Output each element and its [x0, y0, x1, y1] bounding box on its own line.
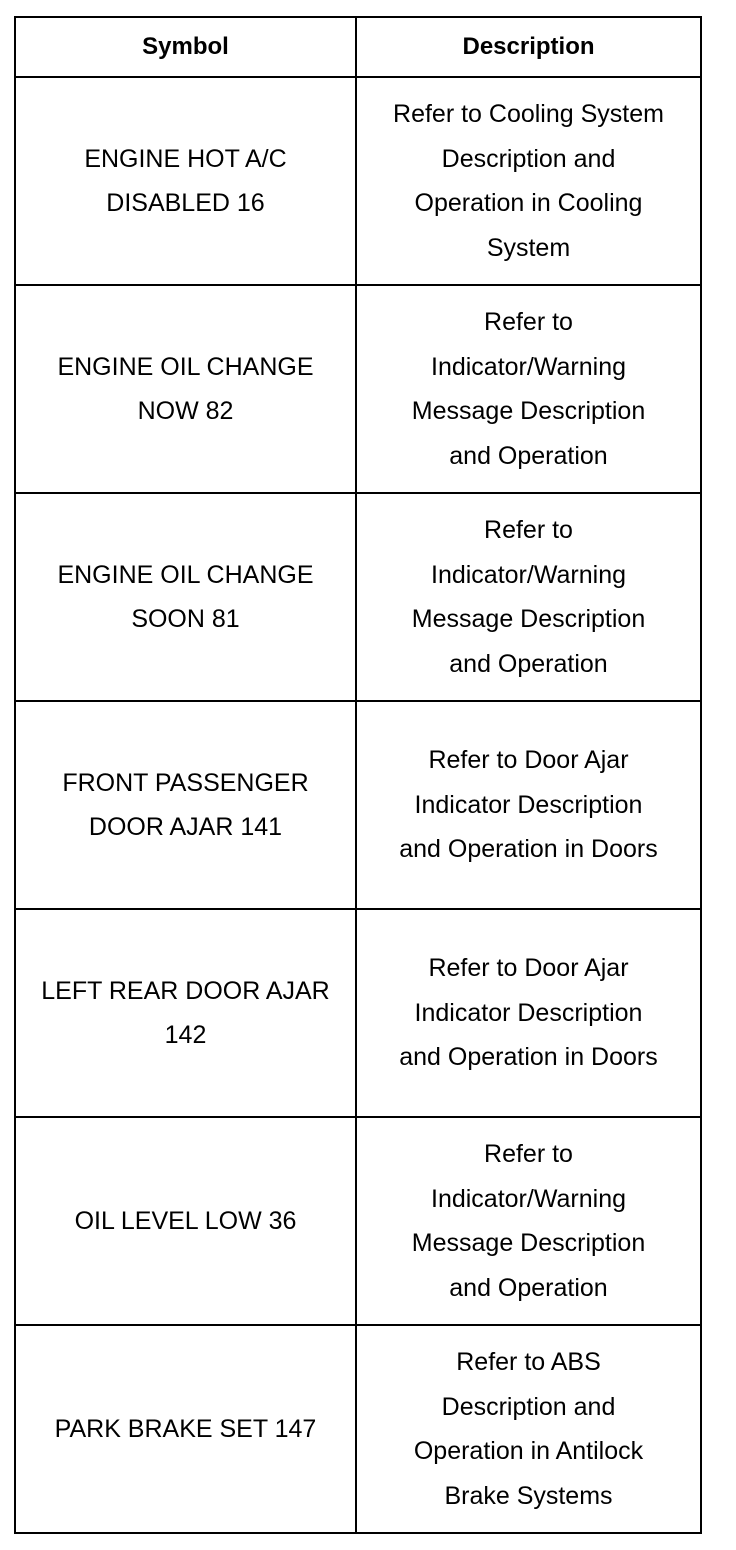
description-cell [356, 1117, 701, 1325]
description-cell [356, 493, 701, 701]
table-header-row [15, 17, 701, 77]
symbol-text: OIL LEVEL LOW 36 [74, 1206, 297, 1235]
description-text: Refer to Indicator/Warning Message Description and Operation [411, 308, 646, 470]
table-row [15, 1117, 701, 1325]
symbol-text: PARK BRAKE SET 147 [54, 1414, 317, 1443]
description-cell [356, 909, 701, 1117]
description-cell [356, 1325, 701, 1533]
symbol-description-table-container [14, 16, 700, 1534]
table-row [15, 77, 701, 285]
symbol-cell [15, 909, 356, 1117]
table-row [15, 1325, 701, 1533]
header-description: Description [356, 17, 701, 77]
symbol-text: LEFT REAR DOOR AJAR 142 [41, 976, 330, 1049]
description-text: Refer to Indicator/Warning Message Description and Operation [411, 1140, 646, 1302]
description-cell [356, 77, 701, 285]
symbol-cell [15, 493, 356, 701]
symbol-text: FRONT PASSENGER DOOR AJAR 141 [62, 768, 309, 841]
symbol-cell [15, 77, 356, 285]
symbol-text: ENGINE OIL CHANGE SOON 81 [57, 560, 314, 633]
description-text: Refer to Cooling System Description and Operation in Cooling System [393, 100, 664, 262]
description-cell [356, 701, 701, 909]
symbol-description-table [14, 16, 702, 1534]
header-symbol: Symbol [15, 17, 356, 77]
table-row [15, 285, 701, 493]
description-text: Refer to Door Ajar Indicator Description and Operation in Doors [399, 954, 658, 1072]
description-text: Refer to Indicator/Warning Message Description and Operation [411, 516, 646, 678]
symbol-cell [15, 701, 356, 909]
description-text: Refer to Door Ajar Indicator Description and Operation in Doors [399, 746, 658, 864]
symbol-cell [15, 1325, 356, 1533]
description-cell [356, 285, 701, 493]
table-row [15, 701, 701, 909]
description-text: Refer to ABS Description and Operation in Antilock Brake Systems [413, 1348, 644, 1510]
symbol-cell [15, 1117, 356, 1325]
symbol-cell [15, 285, 356, 493]
symbol-text: ENGINE OIL CHANGE NOW 82 [57, 352, 314, 425]
symbol-text: ENGINE HOT A/C DISABLED 16 [84, 144, 287, 217]
table-row [15, 909, 701, 1117]
table-row [15, 493, 701, 701]
